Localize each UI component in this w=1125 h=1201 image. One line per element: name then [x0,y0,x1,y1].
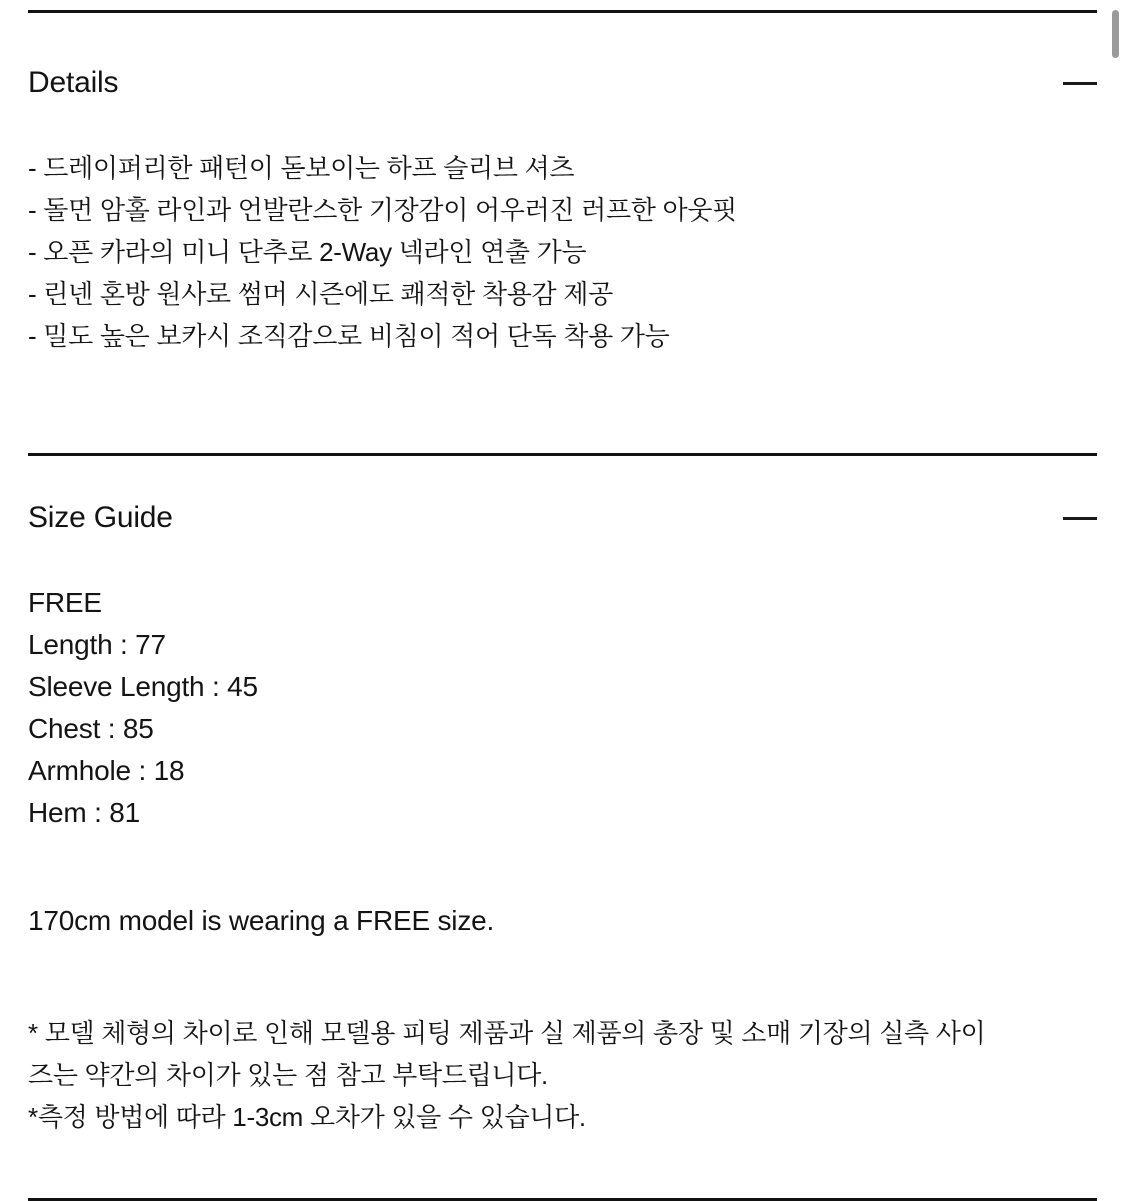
details-section-header[interactable] [0,65,1125,101]
details-line: - 린넨 혼방 원사로 썸머 시즌에도 쾌적한 착용감 제공 [28,279,613,309]
measurement-row: Hem : 81 [28,797,140,828]
size-disclaimer [0,1012,1125,1138]
disclaimer-line: *측정 방법에 따라 1-3cm 오차가 있을 수 있습니다. [28,1102,586,1132]
product-info-page [0,10,1125,1189]
measurement-row: Chest : 85 [28,713,154,744]
minus-icon[interactable] [1063,517,1097,520]
minus-icon[interactable] [1063,82,1097,85]
model-size-note: 170cm model is wearing a FREE size. [28,905,495,936]
vertical-scrollbar[interactable] [1112,10,1119,58]
size-guide-title: Size Guide [28,501,173,534]
details-body [0,147,1125,357]
disclaimer-line: 즈는 약간의 차이가 있는 점 참고 부탁드립니다. [28,1060,548,1090]
disclaimer-line: * 모델 체형의 차이로 인해 모델용 피팅 제품과 실 제품의 총장 및 소매 기장의 실측 사이 [28,1018,986,1048]
size-label: FREE [28,587,102,618]
measurement-row: Length : 77 [28,629,166,660]
details-line: - 오픈 카라의 미니 단추로 2-Way 넥라인 연출 가능 [28,237,587,267]
size-measurement-list [28,582,1097,834]
measurement-row: Sleeve Length : 45 [28,671,258,702]
details-title: Details [28,66,119,99]
size-guide-section-header[interactable] [0,500,1125,536]
details-line: - 돌먼 암홀 라인과 언발란스한 기장감이 어우러진 러프한 아웃핏 [28,195,737,225]
details-line: - 밀도 높은 보카시 조직감으로 비침이 적어 단독 착용 가능 [28,321,670,351]
measurement-row: Armhole : 18 [28,755,185,786]
size-guide-body [0,582,1125,942]
details-line: - 드레이퍼리한 패턴이 돋보이는 하프 슬리브 셔츠 [28,153,575,183]
